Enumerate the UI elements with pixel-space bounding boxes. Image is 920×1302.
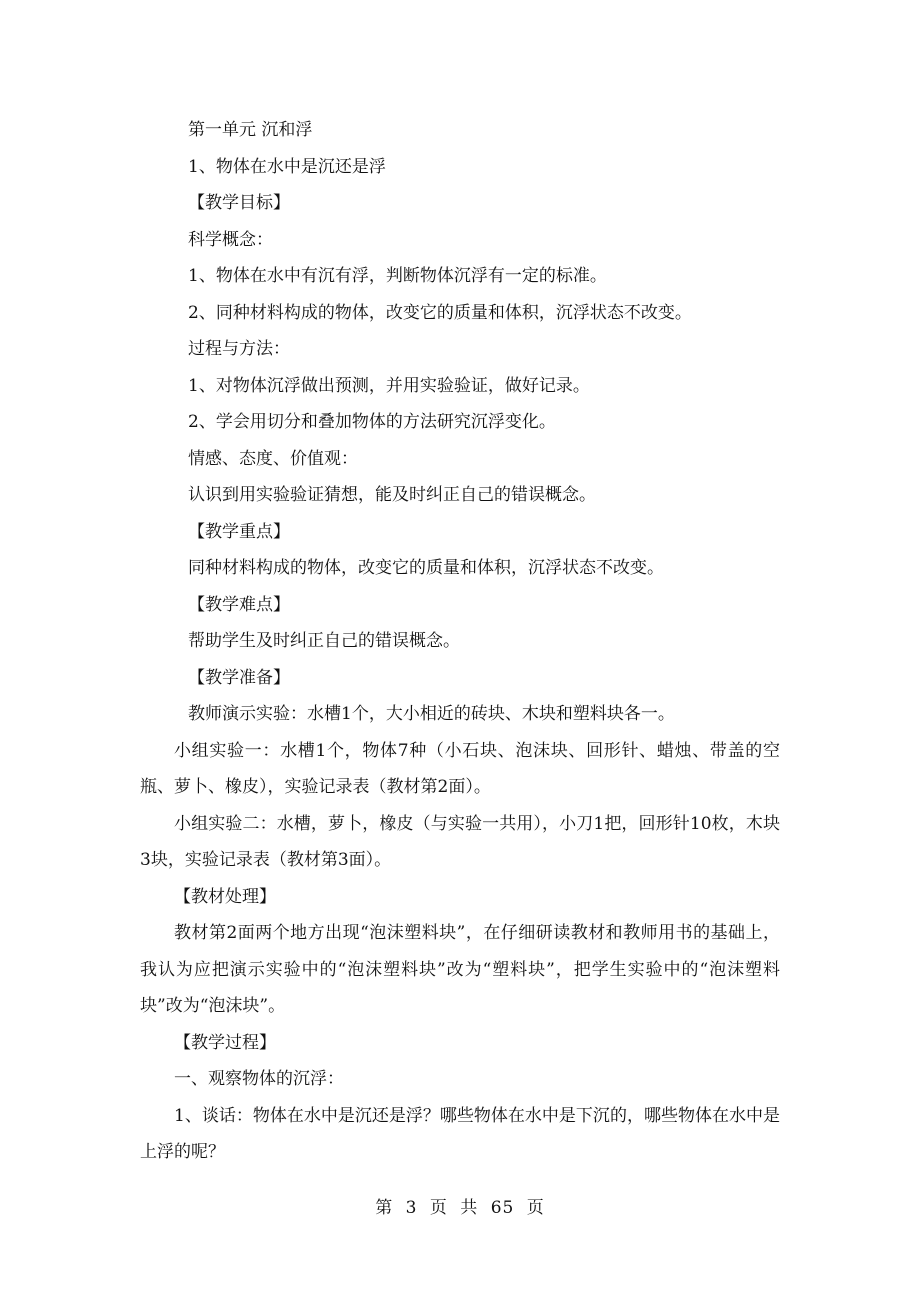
text-line: 帮助学生及时纠正自己的错误概念。 [188,631,460,651]
footer-total-pages: 65 [490,1198,515,1218]
text-line: 1、对物体沉浮做出预测，并用实验验证，做好记录。 [188,375,590,396]
document-body [140,112,780,1171]
unit-title: 第一单元 沉和浮 [188,120,313,140]
section-heading-objectives: 【教学目标】 [188,193,290,213]
paragraph-discussion: 1、谈话：物体在水中是沉还是浮？哪些物体在水中是下沉的，哪些物体在水中是上浮的呢？ [140,1105,780,1162]
paragraph-group-experiment-2: 小组实验二：水槽，萝卜，橡皮（与实验一共用），小刀1把，回形针10枚，木块3块，实验记录表（教材第3面）。 [140,813,780,870]
text-line: 认识到用实验验证猜想，能及时纠正自己的错误概念。 [188,485,596,505]
section-heading-teaching-process: 【教学过程】 [174,1032,276,1053]
footer-label-page: 第 [375,1198,394,1218]
subheading-science-concepts: 科学概念： [188,229,273,250]
page-footer [0,1196,920,1220]
subheading-observe-sink-float: 一、观察物体的沉浮： [174,1069,344,1089]
section-heading-preparation: 【教学准备】 [188,667,290,688]
footer-label-page-unit: 页 [429,1198,448,1218]
text-line: 教师演示实验：水槽1个，大小相近的砖块、木块和塑料块各一。 [188,704,675,724]
paragraph-group-experiment-1: 小组实验一：水槽1个，物体7种（小石块、泡沫块、回形针、蜡烛、带盖的空瓶、萝卜、橡皮），实验记录表（教材第2面）。 [140,740,780,797]
section-heading-difficulties: 【教学难点】 [188,594,290,615]
footer-label-total: 共 [460,1198,479,1218]
text-line: 1、物体在水中有沉有浮，判断物体沉浮有一定的标准。 [188,266,607,286]
text-line: 2、同种材料构成的物体，改变它的质量和体积，沉浮状态不改变。 [188,302,692,323]
text-line: 2、学会用切分和叠加物体的方法研究沉浮变化。 [188,412,556,432]
lesson-title: 1、物体在水中是沉还是浮 [188,156,386,177]
section-heading-material-handling: 【教材处理】 [174,886,276,907]
footer-label-total-unit: 页 [526,1198,545,1218]
subheading-process-methods: 过程与方法： [188,339,290,359]
text-line: 同种材料构成的物体，改变它的质量和体积，沉浮状态不改变。 [188,558,664,578]
paragraph-material-handling: 教材第2面两个地方出现“泡沫塑料块”，在仔细研读教材和教师用书的基础上，我认为应把演示实验中的“泡沫塑料块”改为“塑料块”，把学生实验中的“泡沫塑料块”改为“泡沫块”。 [140,923,780,1016]
section-heading-key-points: 【教学重点】 [188,521,290,542]
subheading-attitudes-values: 情感、态度、价值观： [188,448,358,469]
footer-current-page: 3 [405,1198,418,1218]
